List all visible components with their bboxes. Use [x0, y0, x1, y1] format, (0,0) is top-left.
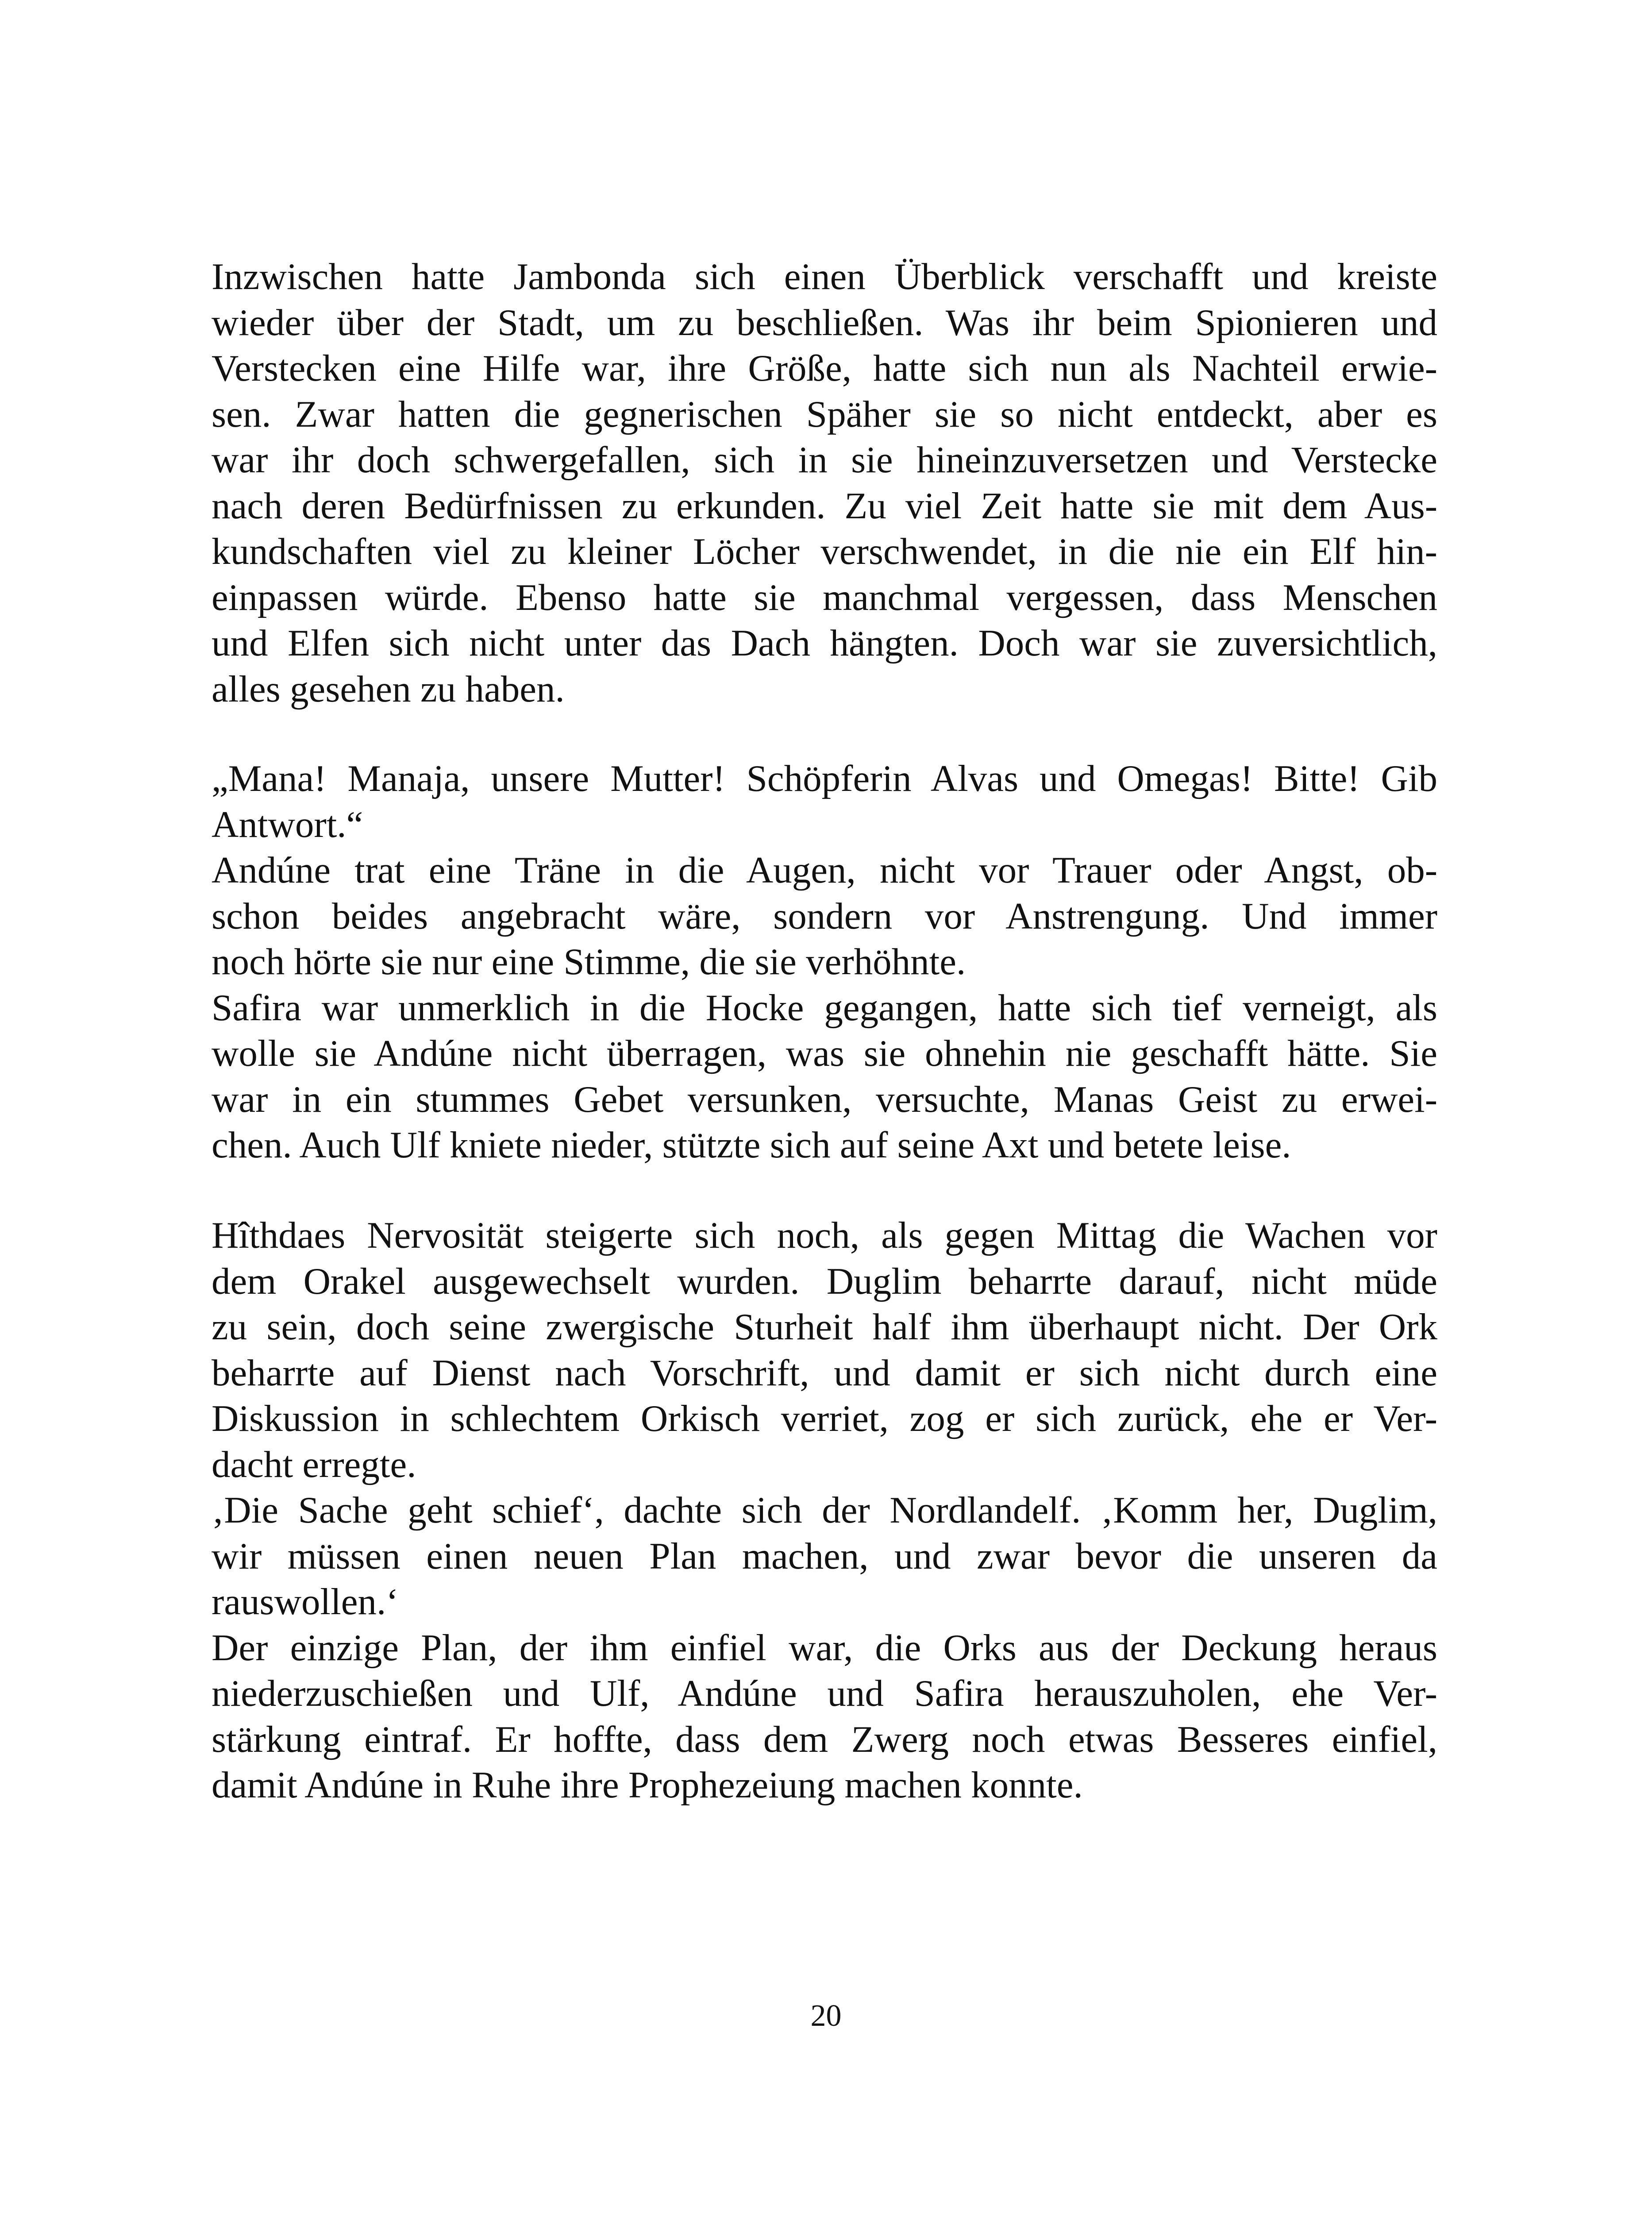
text-line: Hîthdaes Nervosität steigerte sich noch, als gegen Mittag die Wachen vor — [212, 1214, 1437, 1256]
text-line: wieder über der Stadt, um zu beschließen. Was ihr beim Spionieren und — [212, 301, 1437, 343]
text-line: stärkung eintraf. Er hoffte, dass dem Zwerg noch etwas Besseres einfiel, — [212, 1718, 1437, 1760]
paragraph-3 — [212, 1213, 1437, 1808]
text-line: wir müssen einen neuen Plan machen, und zwar bevor die unseren da — [212, 1535, 1437, 1577]
text-line: dem Orakel ausgewechselt wurden. Duglim beharrte darauf, nicht müde — [212, 1260, 1437, 1302]
text-line: „Mana! Manaja, unsere Mutter! Schöpferin Alvas und Omegas! Bitte! Gib — [212, 758, 1437, 799]
text-line: sen. Zwar hatten die gegnerischen Späher sie so nicht entdeckt, aber es — [212, 393, 1437, 435]
text-line: dacht erregte. — [212, 1443, 416, 1485]
text-line: Andúne trat eine Träne in die Augen, nicht vor Trauer oder Angst, ob- — [212, 849, 1437, 891]
text-line: schon beides angebracht wäre, sondern vor Anstrengung. Und immer — [212, 895, 1437, 937]
text-line: Verstecken eine Hilfe war, ihre Größe, hatte sich nun als Nachteil erwie- — [212, 347, 1437, 389]
text-line: zu sein, doch seine zwergische Sturheit half ihm überhaupt nicht. Der Ork — [212, 1306, 1437, 1348]
text-line: niederzuschießen und Ulf, Andúne und Safira herauszuholen, ehe Ver- — [212, 1673, 1437, 1714]
text-line: nach deren Bedürfnissen zu erkunden. Zu viel Zeit hatte sie mit dem Aus- — [212, 485, 1437, 527]
text-line: wolle sie Andúne nicht überragen, was sie ohnehin nie geschafft hätte. Sie — [212, 1033, 1437, 1074]
text-line: alles gesehen zu haben. — [212, 668, 565, 710]
text-line: kundschaften viel zu kleiner Löcher verschwendet, in die nie ein Elf hin- — [212, 531, 1437, 572]
text-line: Antwort.“ — [212, 803, 363, 845]
text-line: Diskussion in schlechtem Orkisch verriet, zog er sich zurück, ehe er Ver- — [212, 1398, 1437, 1439]
text-line: noch hörte sie nur eine Stimme, die sie verhöhnte. — [212, 941, 966, 983]
text-line: Safira war unmerklich in die Hocke gegangen, hatte sich tief verneigt, als — [212, 987, 1437, 1029]
page-number: 20 — [810, 1999, 842, 2033]
paragraph-1 — [212, 254, 1437, 712]
text-line: Der einzige Plan, der ihm einfiel war, die Orks aus der Deckung heraus — [212, 1627, 1437, 1669]
text-line: war ihr doch schwergefallen, sich in sie hineinzuversetzen und Verstecke — [212, 439, 1437, 481]
text-line: rauswollen.‘ — [212, 1581, 399, 1623]
text-line: ‚Die Sache geht schief‘, dachte sich der Nordlandelf. ‚Komm her, Duglim, — [212, 1489, 1437, 1531]
text-line: beharrte auf Dienst nach Vorschrift, und damit er sich nicht durch eine — [212, 1352, 1437, 1394]
text-line: chen. Auch Ulf kniete nieder, stützte sich auf seine Axt und betete leise. — [212, 1124, 1291, 1166]
text-line: war in ein stummes Gebet versunken, versuchte, Manas Geist zu erwei- — [212, 1078, 1437, 1120]
paragraph-2 — [212, 756, 1437, 1168]
text-line: einpassen würde. Ebenso hatte sie manchmal vergessen, dass Menschen — [212, 576, 1437, 618]
text-line: und Elfen sich nicht unter das Dach hängten. Doch war sie zuversichtlich, — [212, 622, 1437, 664]
text-line: damit Andúne in Ruhe ihre Prophezeiung machen konnte. — [212, 1764, 1083, 1806]
text-line: Inzwischen hatte Jambonda sich einen Überblick verschafft und kreiste — [212, 256, 1437, 297]
